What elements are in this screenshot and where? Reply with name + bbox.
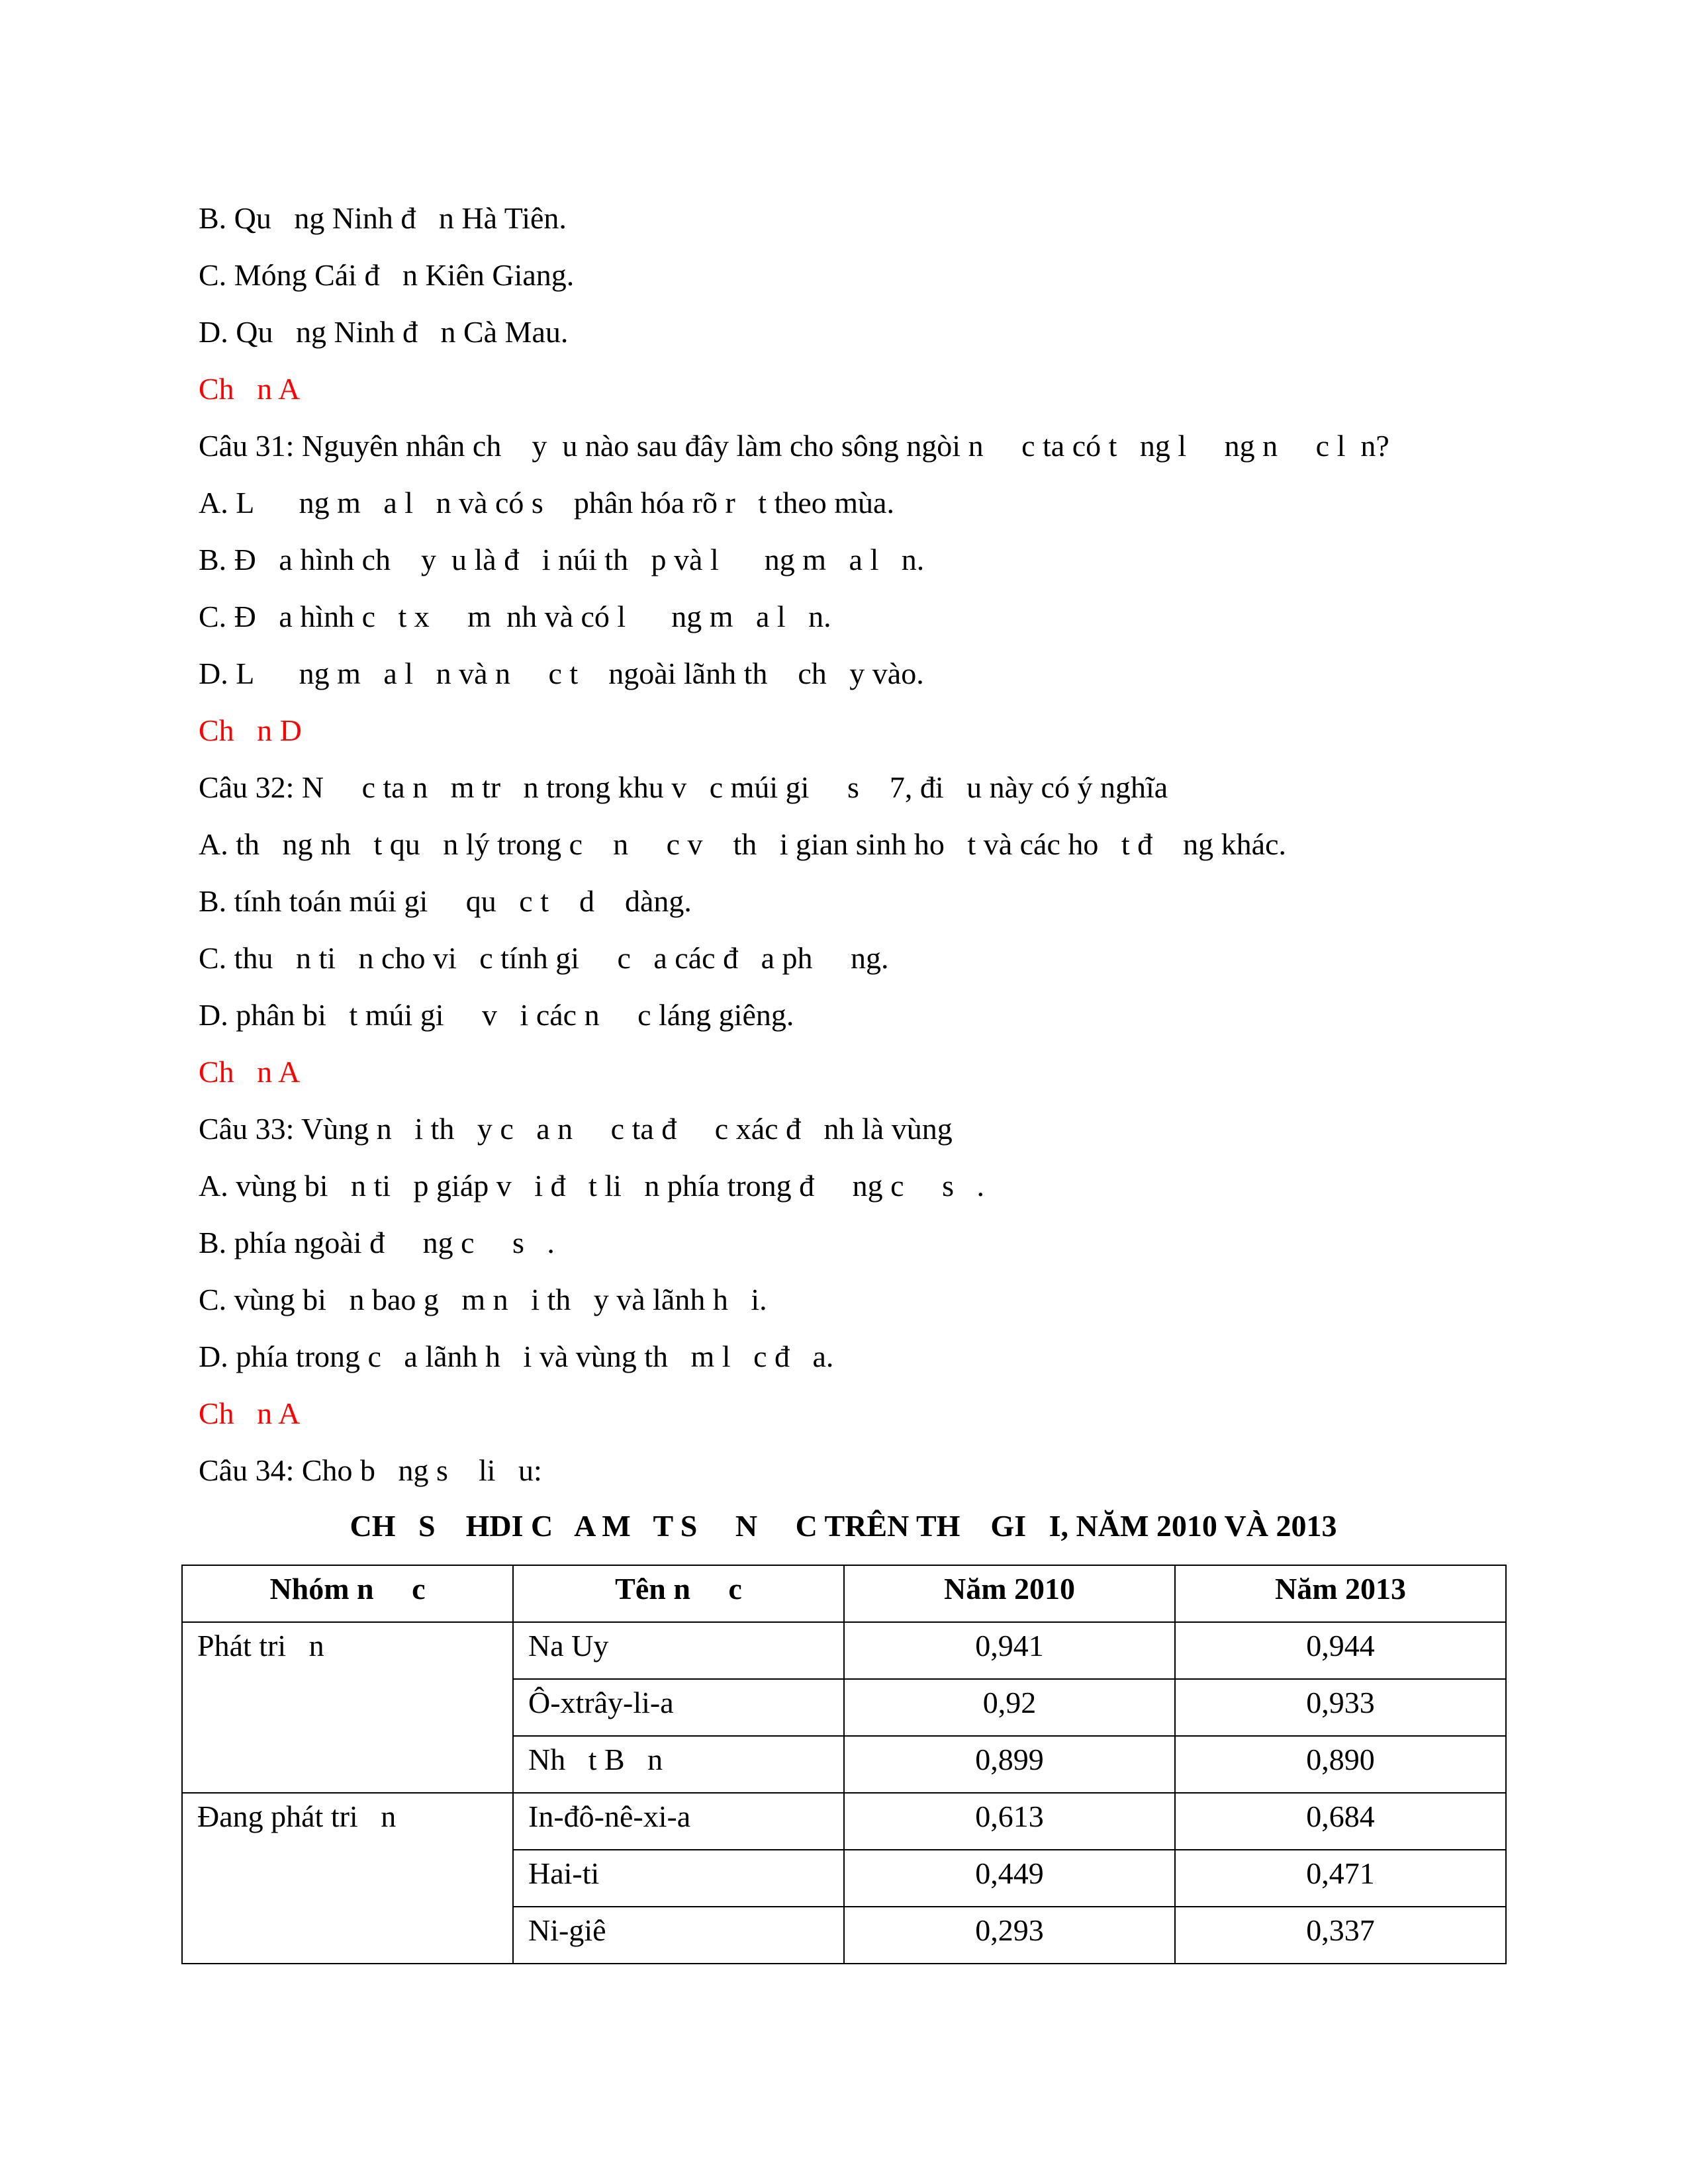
option-d-q30: D. Qu ng Ninh đ n Cà Mau. bbox=[199, 315, 569, 349]
group-cell: Đang phát tri n bbox=[182, 1793, 513, 1964]
value-2010-cell: 0,941 bbox=[844, 1622, 1175, 1679]
option-b-q32: B. tính toán múi gi qu c t d dàng. bbox=[199, 884, 692, 918]
group-cell: Phát tri n bbox=[182, 1622, 513, 1793]
value-2013-cell: 0,684 bbox=[1175, 1793, 1506, 1850]
value-2010-cell: 0,293 bbox=[844, 1907, 1175, 1964]
value-2013-cell: 0,471 bbox=[1175, 1850, 1506, 1907]
option-d-q33: D. phía trong c a lãnh h i và vùng th m l c đ a. bbox=[199, 1340, 834, 1373]
value-2010-cell: 0,449 bbox=[844, 1850, 1175, 1907]
option-b-q33: B. phía ngoài đ ng c s . bbox=[199, 1226, 555, 1259]
country-cell: Ô-xtrây-li-a bbox=[513, 1679, 844, 1736]
table-title: CH S HDI C A M T S N C TRÊN TH GI I, NĂM 2010 VÀ 2013 bbox=[350, 1509, 1337, 1543]
option-a-q31: A. L ng m a l n và có s phân hóa rõ r t theo mùa. bbox=[199, 486, 894, 520]
answer-q33: Ch n A bbox=[199, 1396, 301, 1430]
value-2013-cell: 0,944 bbox=[1175, 1622, 1506, 1679]
option-a-q32: A. th ng nh t qu n lý trong c n c v th i gian sinh ho t và các ho t đ ng khác. bbox=[199, 827, 1286, 861]
header-group: Nhóm n c bbox=[182, 1565, 513, 1622]
table-header-row bbox=[182, 1565, 1506, 1622]
answer-q30: Ch n A bbox=[199, 372, 301, 406]
option-b-q31: B. Đ a hình ch y u là đ i núi th p và l ng m a l n. bbox=[199, 543, 925, 576]
question-31: Câu 31: Nguyên nhân ch y u nào sau đây làm cho sông ngòi n c ta có t ng l ng n c l n? bbox=[199, 429, 1389, 463]
value-2010-cell: 0,92 bbox=[844, 1679, 1175, 1736]
country-cell: In-đô-nê-xi-a bbox=[513, 1793, 844, 1850]
value-2013-cell: 0,890 bbox=[1175, 1736, 1506, 1793]
country-cell: Na Uy bbox=[513, 1622, 844, 1679]
header-2013: Năm 2013 bbox=[1175, 1565, 1506, 1622]
value-2010-cell: 0,613 bbox=[844, 1793, 1175, 1850]
option-c-q30: C. Móng Cái đ n Kiên Giang. bbox=[199, 258, 575, 292]
country-cell: Hai-ti bbox=[513, 1850, 844, 1907]
option-b-q30: B. Qu ng Ninh đ n Hà Tiên. bbox=[199, 201, 567, 235]
option-d-q32: D. phân bi t múi gi v i các n c láng giêng. bbox=[199, 998, 794, 1032]
option-c-q31: C. Đ a hình c t x m nh và có l ng m a l n. bbox=[199, 600, 831, 633]
table-row bbox=[182, 1622, 1506, 1679]
value-2013-cell: 0,933 bbox=[1175, 1679, 1506, 1736]
value-2010-cell: 0,899 bbox=[844, 1736, 1175, 1793]
question-32: Câu 32: N c ta n m tr n trong khu v c múi gi s 7, đi u này có ý nghĩa bbox=[199, 770, 1168, 804]
option-c-q32: C. thu n ti n cho vi c tính gi c a các đ a ph ng. bbox=[199, 941, 889, 975]
option-a-q33: A. vùng bi n ti p giáp v i đ t li n phía trong đ ng c s . bbox=[199, 1169, 984, 1203]
hdi-table bbox=[181, 1565, 1507, 1964]
answer-q31: Ch n D bbox=[199, 713, 302, 747]
table-row bbox=[182, 1793, 1506, 1850]
country-cell: Nh t B n bbox=[513, 1736, 844, 1793]
header-country: Tên n c bbox=[513, 1565, 844, 1622]
question-34: Câu 34: Cho b ng s li u: bbox=[199, 1453, 542, 1487]
header-2010: Năm 2010 bbox=[844, 1565, 1175, 1622]
question-33: Câu 33: Vùng n i th y c a n c ta đ c xác đ nh là vùng bbox=[199, 1112, 953, 1146]
answer-q32: Ch n A bbox=[199, 1055, 301, 1089]
option-d-q31: D. L ng m a l n và n c t ngoài lãnh th ch y vào. bbox=[199, 657, 924, 690]
option-c-q33: C. vùng bi n bao g m n i th y và lãnh h i. bbox=[199, 1283, 767, 1316]
value-2013-cell: 0,337 bbox=[1175, 1907, 1506, 1964]
country-cell: Ni-giê bbox=[513, 1907, 844, 1964]
